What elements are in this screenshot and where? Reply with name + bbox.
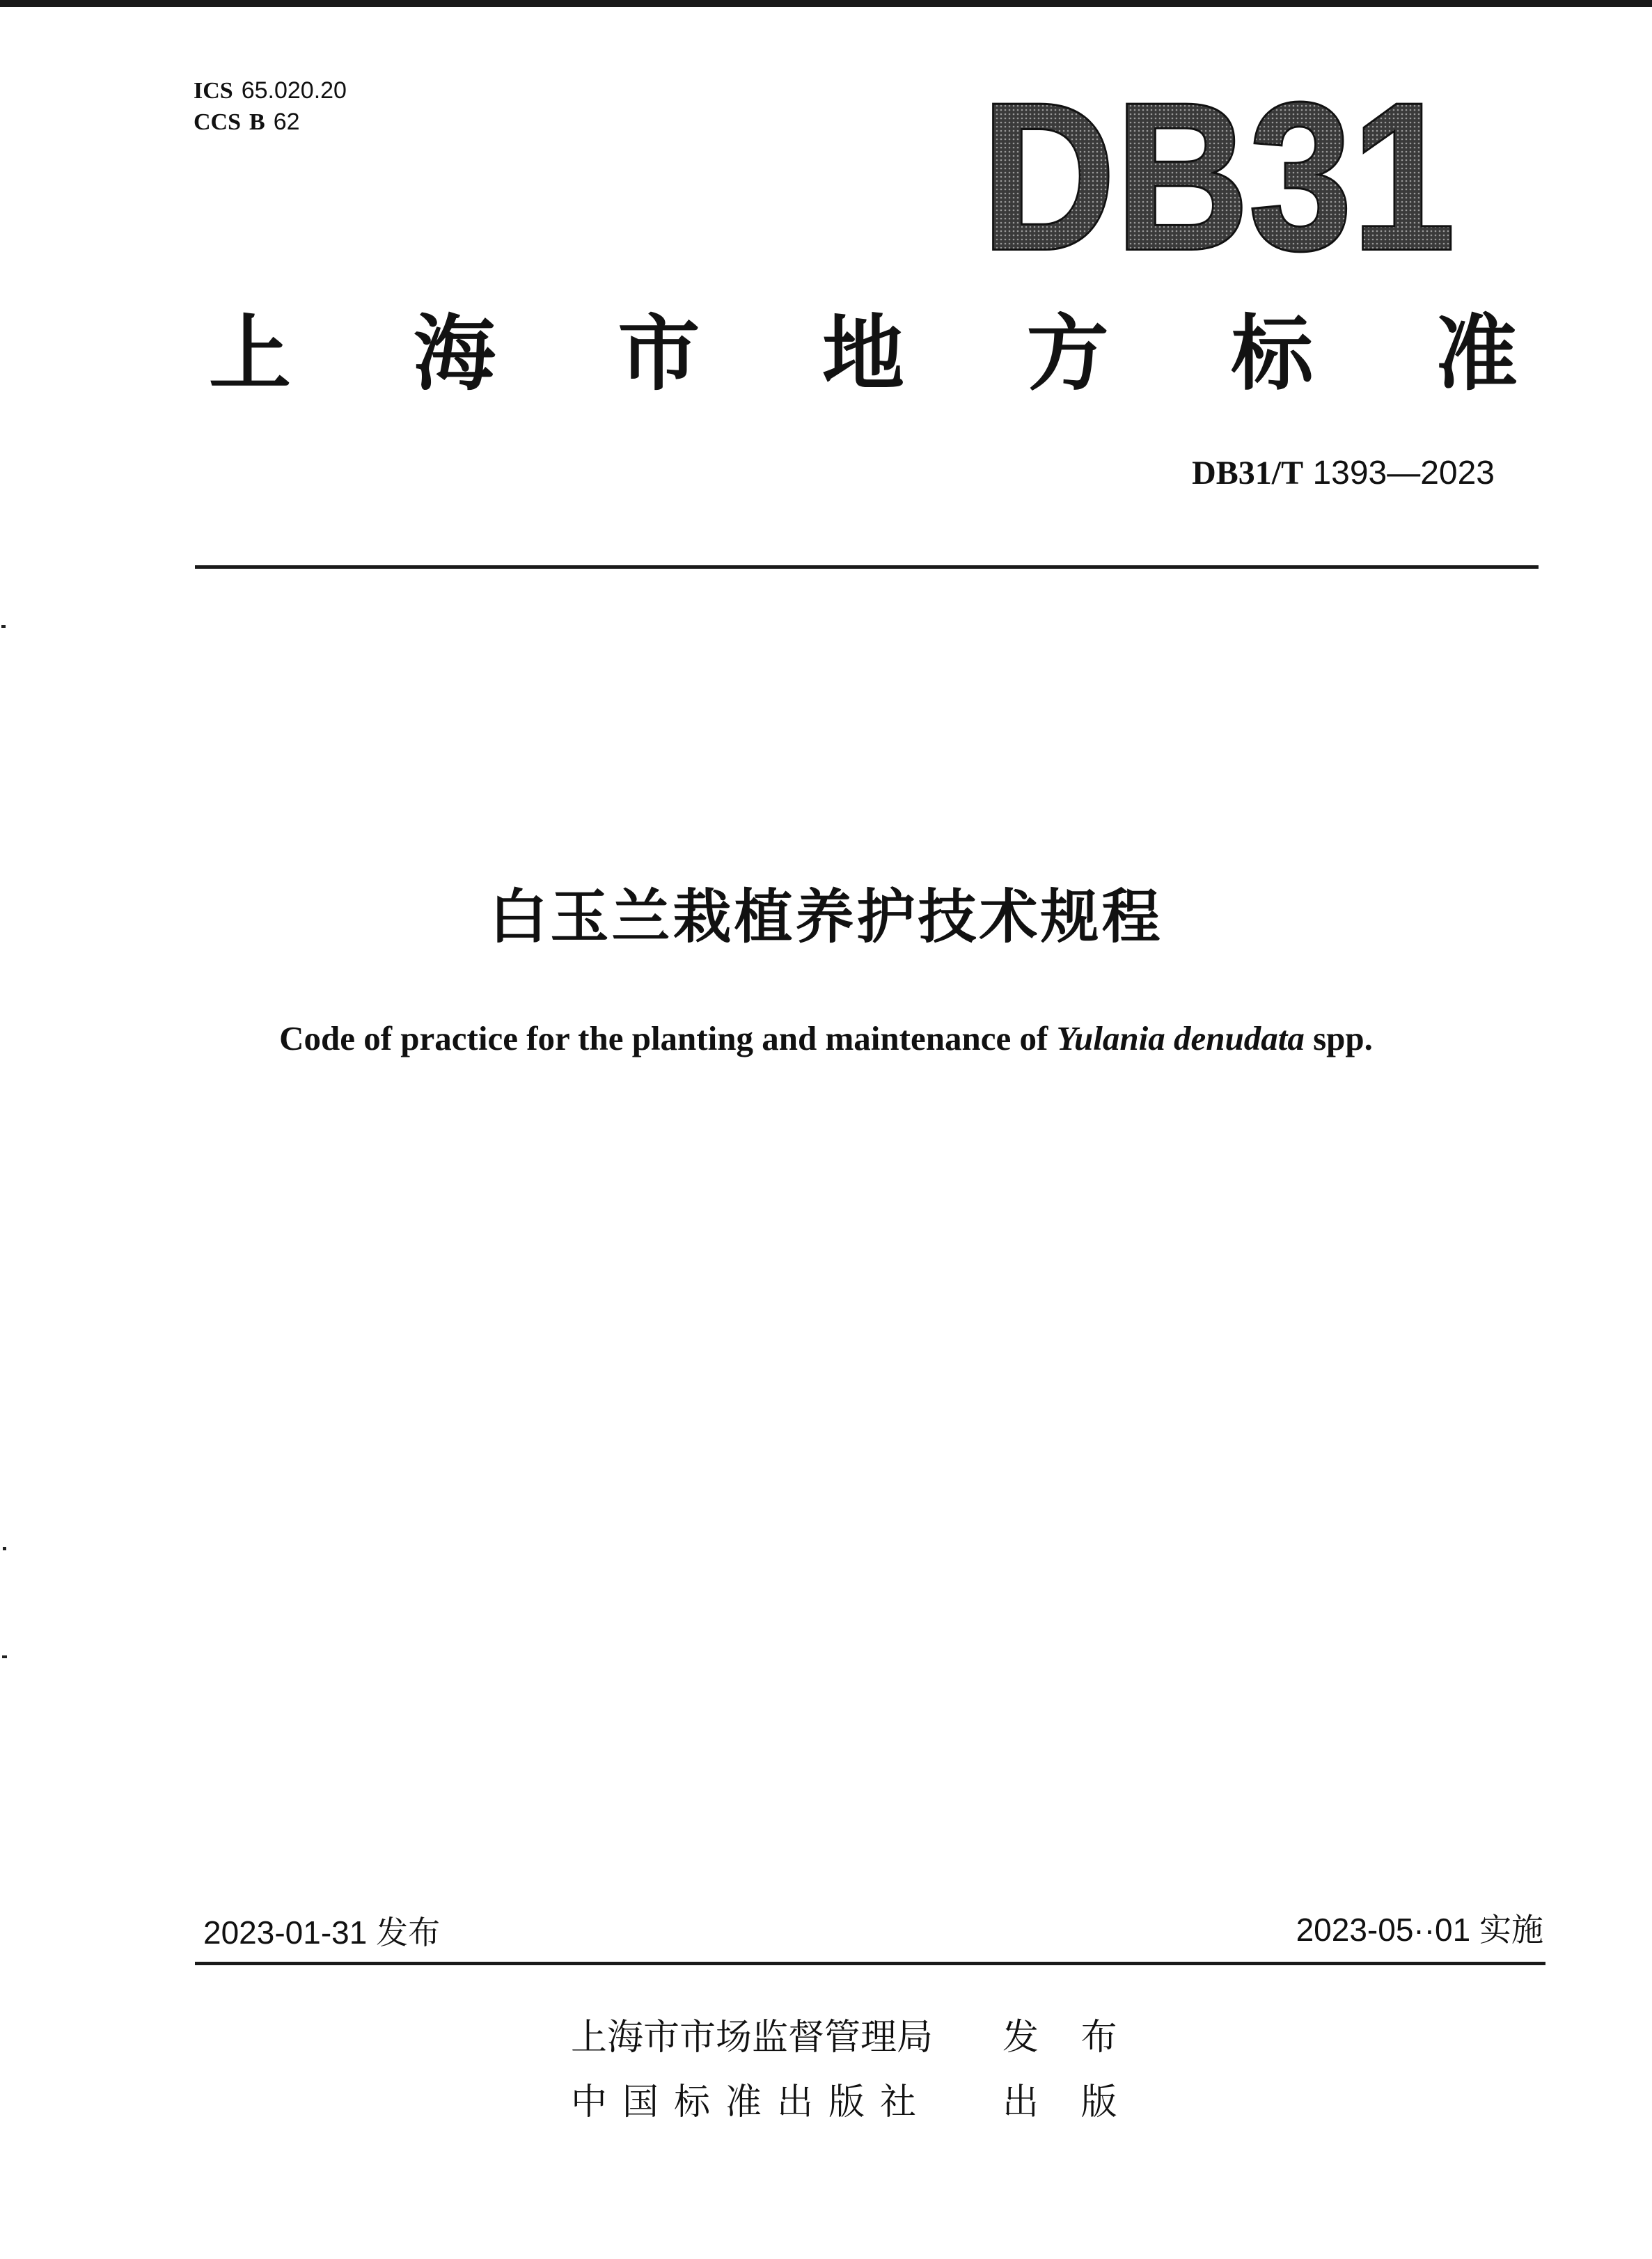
ccs-row [194, 107, 355, 138]
db31-logo [978, 66, 1458, 275]
standard-number [1192, 452, 1495, 494]
publisher-row-press [571, 2078, 1133, 2127]
title-english-suffix: spp. [1313, 1019, 1373, 1057]
header-divider [195, 565, 1539, 569]
ccs-label: CCS [194, 109, 242, 135]
logo-text: DB31 [982, 66, 1455, 275]
ics-label: ICS [194, 78, 233, 104]
ccs-code-letter: B [249, 109, 265, 135]
publisher-organization: 中国标准出版社 [571, 2081, 932, 2123]
standard-type-char: 方 [1026, 306, 1109, 402]
footer-divider [195, 1962, 1545, 1965]
title-english-species: Yulania denudata [1056, 1019, 1305, 1057]
publisher-row-issuer [571, 2013, 1133, 2062]
standard-number-prefix: DB31/T [1192, 455, 1304, 491]
logo-text-shadow: DB31 [982, 66, 1455, 275]
classification-codes [194, 75, 355, 138]
ics-row [194, 75, 355, 107]
scan-mark [1, 625, 6, 628]
standard-type-title [209, 305, 1518, 402]
standard-type-char: 标 [1231, 306, 1314, 402]
issue-date: 2023-01-31 发布 [203, 1914, 441, 1951]
standard-type-char: 市 [617, 306, 700, 402]
ccs-code-number: 62 [273, 109, 300, 135]
standard-number-value: 1393—2023 [1312, 455, 1495, 491]
standard-type-char: 上 [209, 306, 292, 402]
publisher-role: 出 版 [1002, 2081, 1133, 2123]
publisher-role: 发 布 [1002, 2017, 1133, 2059]
scan-mark [3, 1547, 6, 1550]
document-title-english [0, 1016, 1652, 1061]
document-title-chinese: 白玉兰栽植养护技术规程 [489, 883, 1163, 951]
title-english-main: Code of practice for the planting and maintenance of [279, 1019, 1048, 1057]
scan-mark [2, 1655, 7, 1658]
standard-type-char: 地 [821, 306, 904, 402]
ics-code: 65.020.20 [241, 77, 347, 104]
standard-type-char: 准 [1435, 306, 1518, 402]
implementation-date: 2023-05··01 实施 [1296, 1912, 1543, 1948]
standard-type-char: 海 [413, 306, 496, 402]
publisher-organization: 上海市市场监督管理局 [571, 2017, 934, 2059]
scan-top-border [0, 0, 1652, 7]
